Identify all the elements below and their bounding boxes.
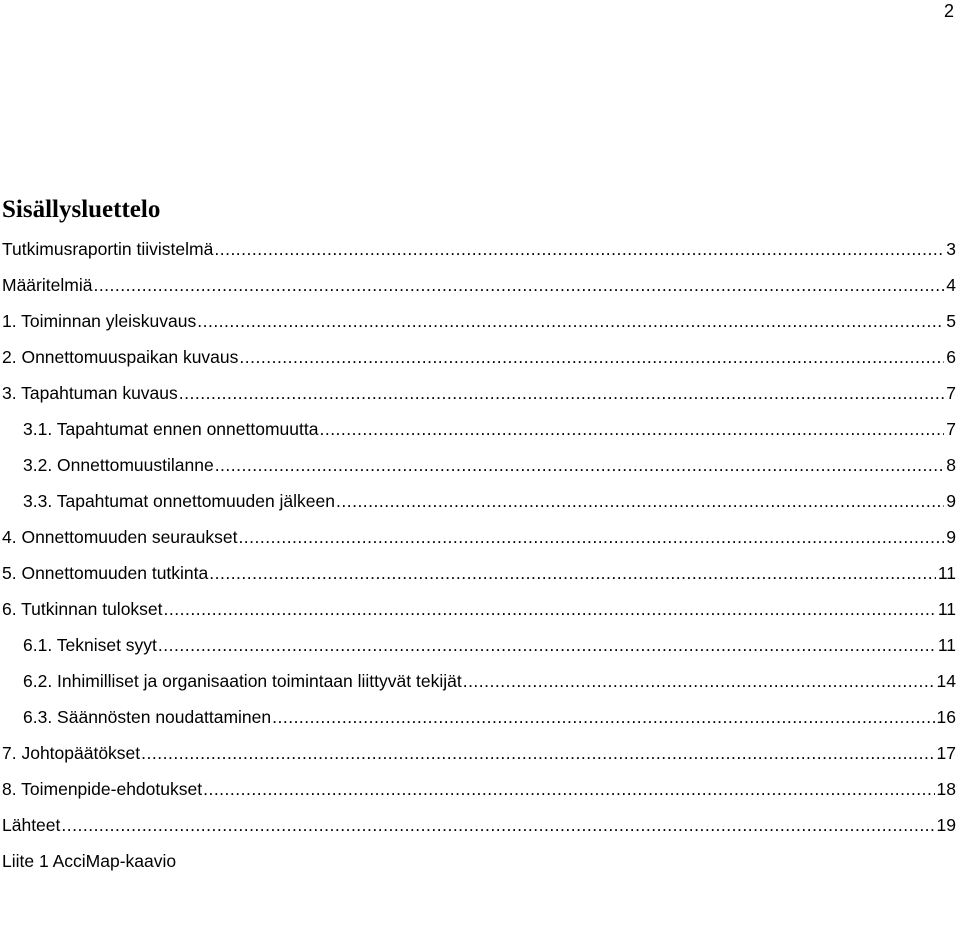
toc-entry[interactable] [0,699,960,735]
dot-leader [61,814,934,836]
toc-entry[interactable] [0,843,960,879]
toc-entry-title: 5. Onnettomuuden tutkinta [2,563,209,583]
toc-entry[interactable] [0,411,960,447]
toc-entry-title: 3. Tapahtuman kuvaus [2,383,178,403]
toc-entry[interactable] [0,627,960,663]
toc-entry-page-number: 18 [936,779,956,799]
toc-entry-title: 3.1. Tapahtumat ennen onnettomuutta [23,419,319,439]
dot-leader [141,742,934,764]
toc-entry-title: 4. Onnettomuuden seuraukset [2,527,238,547]
toc-entry-title: Tutkimusraportin tiivistelmä [2,239,214,259]
dot-leader [209,562,936,584]
toc-entry[interactable] [0,807,960,843]
toc-entry[interactable] [0,375,960,411]
toc-entry[interactable] [0,555,960,591]
dot-leader [238,526,944,548]
dot-leader [179,382,944,404]
toc-entry[interactable] [0,519,960,555]
toc-entry-title: 3.2. Onnettomuustilanne [23,455,214,475]
toc-entry-title: 7. Johtopäätökset [2,743,141,763]
toc-entry-title: 3.3. Tapahtumat onnettomuuden jälkeen [23,491,335,511]
toc-entry[interactable] [0,303,960,339]
toc-entry-page-number: 11 [937,635,956,655]
toc-entry-title: 1. Toiminnan yleiskuvaus [2,311,197,331]
toc-entry-title: Liite 1 AcciMap-kaavio [2,851,177,871]
toc-entry-page-number: 14 [936,671,956,691]
toc-entry-page-number: 8 [946,455,956,475]
toc-entry-title: Määritelmiä [2,275,93,295]
toc-entry-page-number: 3 [946,239,956,259]
toc-entry-page-number: 7 [946,383,956,403]
toc-entry-page-number: 9 [946,491,956,511]
toc-entry[interactable] [0,663,960,699]
toc-entry[interactable] [0,483,960,519]
toc-entry-page-number: 19 [936,815,956,835]
dot-leader [197,310,944,332]
toc-entry-title: 6.1. Tekniset syyt [23,635,157,655]
toc-entry-page-number: 11 [937,563,956,583]
toc-entry[interactable] [0,339,960,375]
page-number: 2 [943,1,954,21]
dot-leader [214,238,944,260]
toc-entry[interactable] [0,447,960,483]
toc-entry-page-number: 9 [946,527,956,547]
toc-entry[interactable] [0,231,960,267]
dot-leader [93,274,944,296]
toc-entry-page-number: 5 [946,311,956,331]
dot-leader [164,598,936,620]
dot-leader [463,670,935,692]
dot-leader [272,706,934,728]
toc-entry-page-number: 6 [946,347,956,367]
toc-entry[interactable] [0,591,960,627]
table-of-contents [0,231,960,879]
toc-entry-page-number: 16 [936,707,956,727]
dot-leader [336,490,944,512]
toc-entry-page-number: 7 [946,419,956,439]
toc-entry-title: 6.2. Inhimilliset ja organisaation toimintaan liittyvät tekijät [23,671,462,691]
toc-entry-title: 2. Onnettomuuspaikan kuvaus [2,347,239,367]
toc-entry-page-number: 17 [936,743,956,763]
dot-leader [158,634,936,656]
toc-entry[interactable] [0,771,960,807]
toc-entry-title: 8. Toimenpide-ehdotukset [2,779,203,799]
toc-entry-title: Lähteet [2,815,61,835]
toc-entry[interactable] [0,267,960,303]
toc-entry[interactable] [0,735,960,771]
dot-leader [203,778,934,800]
toc-entry-page-number: 4 [946,275,956,295]
toc-entry-page-number: 11 [937,599,956,619]
dot-leader [215,454,945,476]
dot-leader [319,418,944,440]
toc-entry-title: 6.3. Säännösten noudattaminen [23,707,272,727]
toc-heading: Sisällysluettelo [2,196,161,223]
toc-entry-title: 6. Tutkinnan tulokset [2,599,163,619]
dot-leader [239,346,944,368]
